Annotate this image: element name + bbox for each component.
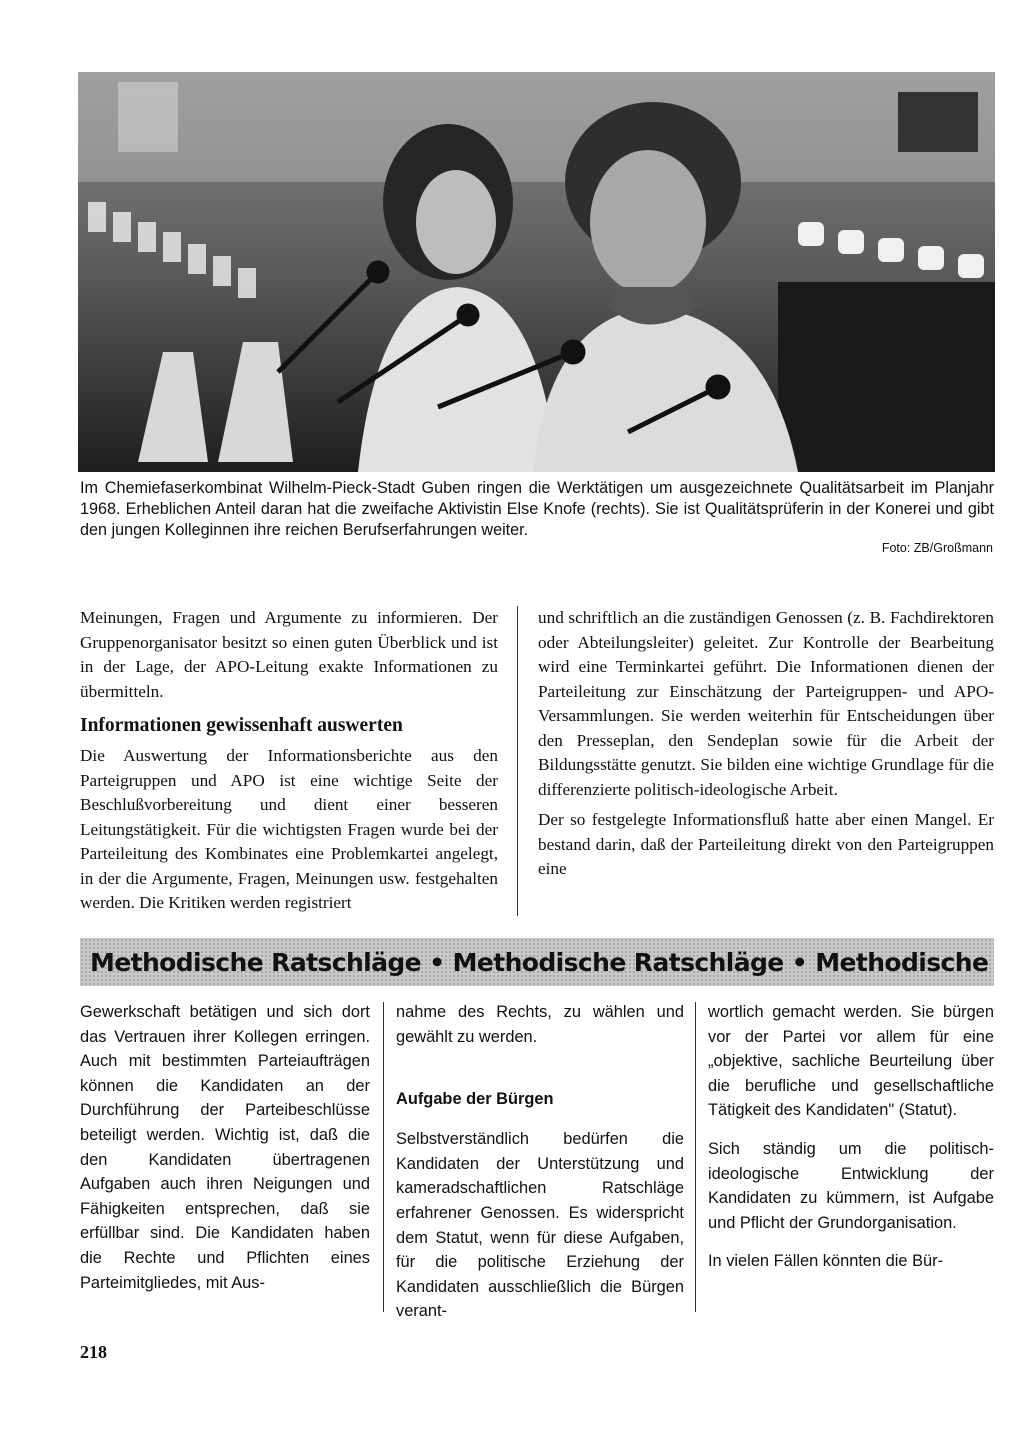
section-heading-informationen: Informationen gewissenhaft auswerten bbox=[80, 715, 403, 736]
section-heading-buergen: Aufgabe der Bürgen bbox=[396, 1090, 554, 1109]
article-lower-column-1 bbox=[80, 1000, 370, 1295]
article-lower-col3-paragraph-3: In vielen Fällen könnten die Bür- bbox=[708, 1252, 944, 1271]
section-banner bbox=[80, 938, 994, 986]
column-divider bbox=[695, 1002, 696, 1312]
banner-text: Methodische Ratschläge • Methodische Ratschläge • Methodische bbox=[90, 947, 989, 977]
article-upper-right-paragraph-2: Der so festgelegte Informationsfluß hatte aber einen Mangel. Er bestand darin, daß der Parteileitung direkt von den Parteigruppen eine bbox=[538, 810, 994, 878]
article-upper-right-column bbox=[538, 606, 994, 882]
article-lower-column-2 bbox=[396, 1000, 684, 1324]
article-lower-col1-paragraph: Gewerkschaft betätigen und sich dort das Vertrauen ihrer Kollegen erringen. Auch mit bestimmten Parteiaufträgen können die Kandidaten an der Durchführung der Parteibeschlüsse beteiligt werden. Wichtig ist, daß die den Kandidaten übertragenen Aufgaben auch ihren Neigungen und Fähigkeiten entsprechen, daß sie erfüllbar sind. Die Kandidaten haben die Rechte und Pflichten eines Parteimitgliedes, mit Aus- bbox=[80, 1003, 370, 1292]
column-divider bbox=[383, 1002, 384, 1312]
article-lower-col2-paragraph-1: nahme des Rechts, zu wählen und gewählt zu werden. bbox=[396, 1003, 684, 1046]
article-lower-column-3 bbox=[708, 1000, 994, 1274]
article-lower-col3-paragraph-2: Sich ständig um die politisch-ideologische Entwicklung der Kandidaten zu kümmern, ist Aufgabe und Pflicht der Grundorganisation. bbox=[708, 1139, 994, 1232]
article-upper-left-paragraph-2: Die Auswertung der Informationsberichte aus den Parteigruppen und APO ist eine wichtige Seite der Beschlußvorbereitung und dient einer besseren Leitungstätigkeit. Für die wichtigsten Fragen wurde bei der Parteileitung des Kombinates eine Problemkartei angelegt, in der die Argumente, Fragen, Meinungen usw. festgehalten werden. Die Kritiken werden registriert bbox=[80, 746, 498, 912]
factory-photo bbox=[78, 72, 995, 472]
photo-credit: Foto: ZB/Großmann bbox=[881, 541, 993, 555]
article-upper-right-paragraph-1: und schriftlich an die zuständigen Genossen (z. B. Fachdirektoren oder Abteilungsleiter) geleitet. Zur Kontrolle der Bearbeitung wird eine Terminkartei geführt. Die Informationen dienen der Parteileitung zur Einschätzung der Parteigruppen- und APO-Versammlungen. Sie werden weiterhin für Entscheidungen über den Presseplan, den Sendeplan sowie für die Arbeit der Bildungsstätte genutzt. Sie bilden eine wichtige Grundlage für die differenzierte politisch-ideologische Arbeit. bbox=[538, 608, 994, 799]
photo-caption: Im Chemiefaserkombinat Wilhelm-Pieck-Stadt Guben ringen die Werktätigen um ausgezeichnete Qualitätsarbeit im Planjahr 1968. Erheblichen Anteil daran hat die zweifache Aktivistin Else Knofe (rechts). Sie ist Qualitätsprüferin in der Konerei und gibt den jungen Kolleginnen ihre reichen Berufserfahrungen weiter. bbox=[80, 479, 994, 539]
page-number: 218 bbox=[80, 1342, 107, 1362]
article-lower-col2-paragraph-2: Selbstverständlich bedürfen die Kandidaten der Unterstützung und kameradschaftlichen Ratschläge erfahrener Genossen. Es widerspricht dem Statut, wenn für diese Aufgaben, für die politische Erziehung der Kandidaten ausschließlich die Bürgen verant- bbox=[396, 1130, 684, 1321]
factory-photo-illustration bbox=[78, 72, 995, 472]
article-upper-left-column bbox=[80, 606, 498, 916]
column-divider bbox=[517, 606, 518, 916]
article-lower-col3-paragraph-1: wortlich gemacht werden. Sie bürgen vor der Partei vor allem für eine „objektive, sachliche Beurteilung über die berufliche und gesellschaftliche Tätigkeit des Kandidaten" (Statut). bbox=[708, 1003, 994, 1120]
article-upper-left-paragraph-1: Meinungen, Fragen und Argumente zu informieren. Der Gruppenorganisator besitzt so einen guten Überblick und ist in der Lage, der APO-Leitung exakte Informationen zu übermitteln. bbox=[80, 608, 498, 701]
